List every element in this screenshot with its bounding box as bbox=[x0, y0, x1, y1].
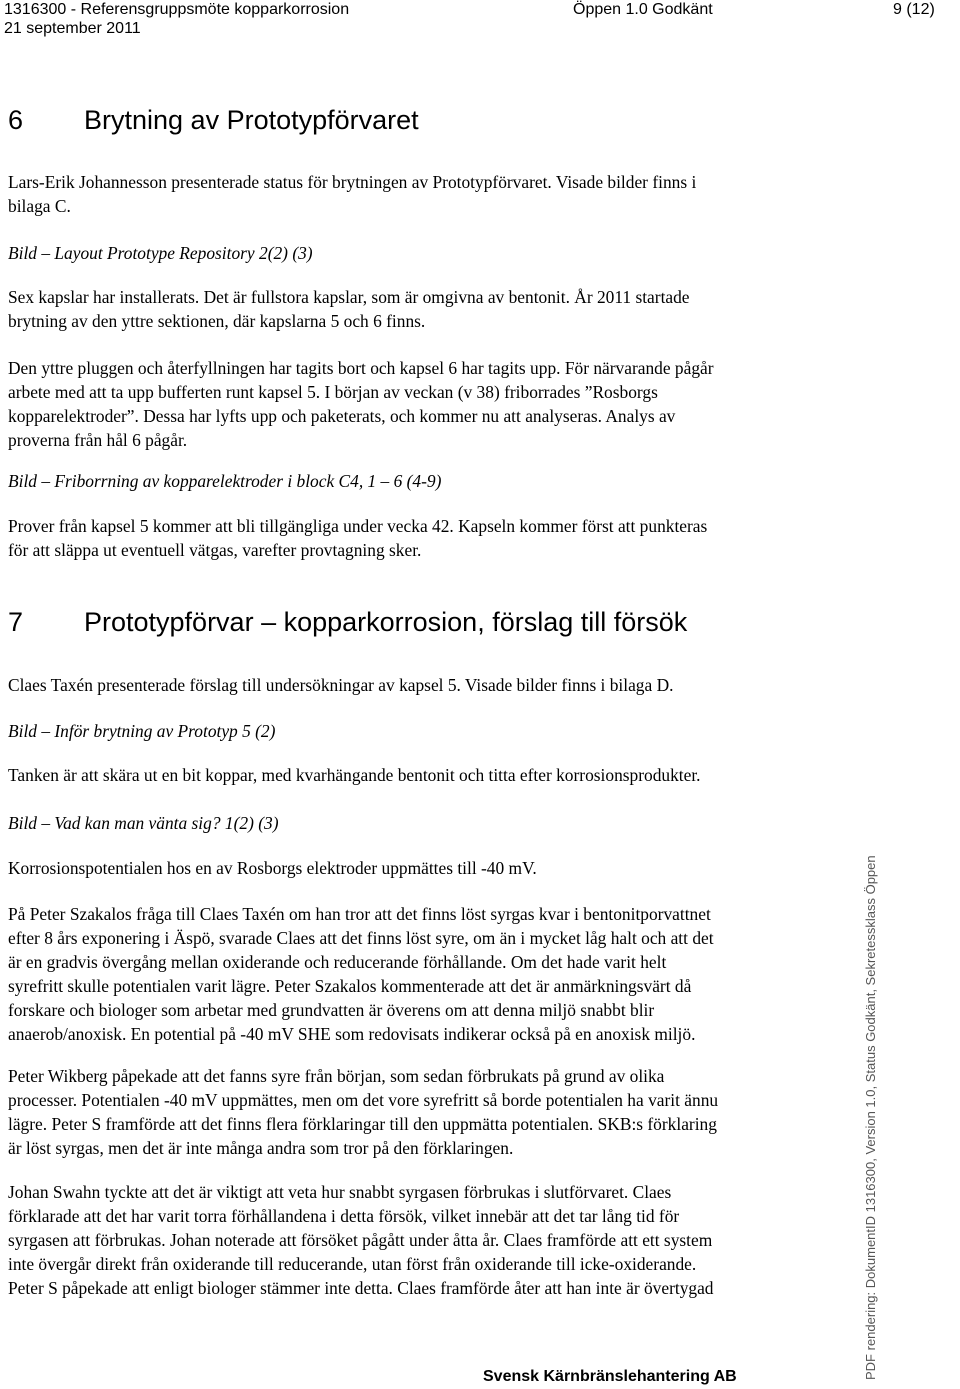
text-line: Bild – Friborrning av kopparelektroder i block C4, 1 – 6 (4-9) bbox=[8, 471, 442, 491]
text-line: förklarade att det har varit torra förhållandena i detta försök, vilket innebär att det tar lång tid för bbox=[8, 1206, 680, 1226]
text-line: arbete med att ta upp bufferten runt kapsel 5. I början av veckan (v 38) friborrades ”Rosborgs bbox=[8, 382, 658, 402]
section-6-heading bbox=[8, 104, 419, 136]
section-7-paragraph-6 bbox=[8, 1180, 813, 1300]
text-line: Korrosionspotentialen hos en av Rosborgs elektroder uppmättes till -40 mV. bbox=[8, 858, 537, 878]
section-6-number: 6 bbox=[8, 105, 24, 135]
header-document-title: 1316300 - Referensgruppsmöte kopparkorrosion bbox=[4, 1, 350, 18]
section-7-number: 7 bbox=[8, 607, 24, 637]
section-6-figure-reference-2 bbox=[8, 469, 813, 493]
section-7-paragraph-5 bbox=[8, 1064, 813, 1160]
section-7-paragraph-4 bbox=[8, 902, 813, 1046]
text-line: inte övergår direkt från oxiderande till reducerande, utan först från oxiderande till icke-oxiderande. bbox=[8, 1254, 697, 1274]
text-line: processer. Potentialen -40 mV uppmättes, men om det vore syrefritt så borde potentialen ha varit ännu bbox=[8, 1090, 719, 1110]
section-6-paragraph-1 bbox=[8, 170, 813, 218]
footer-organization: Svensk Kärnbränslehantering AB bbox=[483, 1368, 737, 1385]
text-line: bilaga C. bbox=[8, 196, 71, 216]
text-line: Sex kapslar har installerats. Det är fullstora kapslar, som är omgivna av bentonit. År 2011 startade bbox=[8, 287, 690, 307]
text-line: proverna från hål 6 pågår. bbox=[8, 430, 188, 450]
text-line: Johan Swahn tyckte att det är viktigt att veta hur snabbt syrgasen förbrukas i slutförvaret. Claes bbox=[8, 1182, 672, 1202]
section-7-heading bbox=[8, 606, 687, 638]
section-7-paragraph-1 bbox=[8, 673, 813, 697]
text-line: syrgasen att förbrukas. Johan noterade att försöket pågått under åtta år. Claes framförde att ett system bbox=[8, 1230, 713, 1250]
header-status: Öppen 1.0 Godkänt bbox=[573, 1, 713, 18]
text-line: är löst syrgas, men det är inte många andra som tror på den förklaringen. bbox=[8, 1138, 514, 1158]
section-6-paragraph-3 bbox=[8, 356, 813, 452]
text-line: Bild – Inför brytning av Prototyp 5 (2) bbox=[8, 721, 276, 741]
text-line: syrefritt skulle potentialen varit lägre. Peter Szakalos kommenterade att det är anmärkningsvärt då bbox=[8, 976, 692, 996]
section-7-figure-reference-1 bbox=[8, 719, 813, 743]
text-line: Lars-Erik Johannesson presenterade status för brytningen av Prototypförvaret. Visade bilder finns i bbox=[8, 172, 697, 192]
sidebar-rendering-info: PDF rendering: DokumentID 1316300, Version 1.0, Status Godkänt, Sekretessklass Öppen bbox=[863, 855, 878, 1380]
section-6-figure-reference-1 bbox=[8, 241, 813, 265]
text-line: Bild – Layout Prototype Repository 2(2) (3) bbox=[8, 243, 313, 263]
text-line: efter 8 års exponering i Äspö, svarade Claes att det finns löst syre, om än i mycket låg halt och att det bbox=[8, 928, 714, 948]
text-line: Tanken är att skära ut en bit koppar, med kvarhängande bentonit och titta efter korrosionsprodukter. bbox=[8, 765, 701, 785]
section-7-paragraph-3 bbox=[8, 856, 813, 880]
text-line: Peter S påpekade att enligt biologer stämmer inte detta. Claes framförde åter att han inte är övertygad bbox=[8, 1278, 714, 1298]
section-6-paragraph-2 bbox=[8, 285, 813, 333]
text-line: lägre. Peter S framförde att det finns flera förklaringar till den uppmätta potentialen. SKB:s förklaring bbox=[8, 1114, 717, 1134]
text-line: forskare och biologer som arbetar med grundvatten är överens om att denna miljö snabbt blir bbox=[8, 1000, 655, 1020]
section-6-paragraph-4 bbox=[8, 514, 813, 562]
text-line: kopparelektroder”. Dessa har lyfts upp och paketerats, och kommer nu att analyseras. Analys av bbox=[8, 406, 676, 426]
section-7-figure-reference-2 bbox=[8, 811, 813, 835]
header-page-number: 9 (12) bbox=[893, 1, 935, 18]
text-line: brytning av den yttre sektionen, där kapslarna 5 och 6 finns. bbox=[8, 311, 426, 331]
text-line: anaerob/anoxisk. En potential på -40 mV SHE som redovisats indikerar också på en anoxisk miljö. bbox=[8, 1024, 696, 1044]
text-line: Claes Taxén presenterade förslag till undersökningar av kapsel 5. Visade bilder finns i bilaga D. bbox=[8, 675, 674, 695]
text-line: Den yttre pluggen och återfyllningen har tagits bort och kapsel 6 har tagits upp. För närvarande pågår bbox=[8, 358, 714, 378]
text-line: Bild – Vad kan man vänta sig? 1(2) (3) bbox=[8, 813, 279, 833]
section-6-title: Brytning av Prototypförvaret bbox=[84, 105, 419, 135]
text-line: På Peter Szakalos fråga till Claes Taxén om han tror att det finns löst syrgas kvar i bentonitporvattnet bbox=[8, 904, 711, 924]
text-line: Prover från kapsel 5 kommer att bli tillgängliga under vecka 42. Kapseln kommer först att punkteras bbox=[8, 516, 708, 536]
text-line: är en gradvis övergång mellan oxiderande och reducerande förhållande. Om det hade varit helt bbox=[8, 952, 667, 972]
header-date: 21 september 2011 bbox=[4, 20, 141, 37]
section-7-title: Prototypförvar – kopparkorrosion, förslag till försök bbox=[84, 607, 688, 637]
text-line: Peter Wikberg påpekade att det fanns syre från början, som sedan förbrukats på grund av olika bbox=[8, 1066, 665, 1086]
section-7-paragraph-2 bbox=[8, 763, 813, 787]
text-line: för att släppa ut eventuell vätgas, varefter provtagning sker. bbox=[8, 540, 422, 560]
